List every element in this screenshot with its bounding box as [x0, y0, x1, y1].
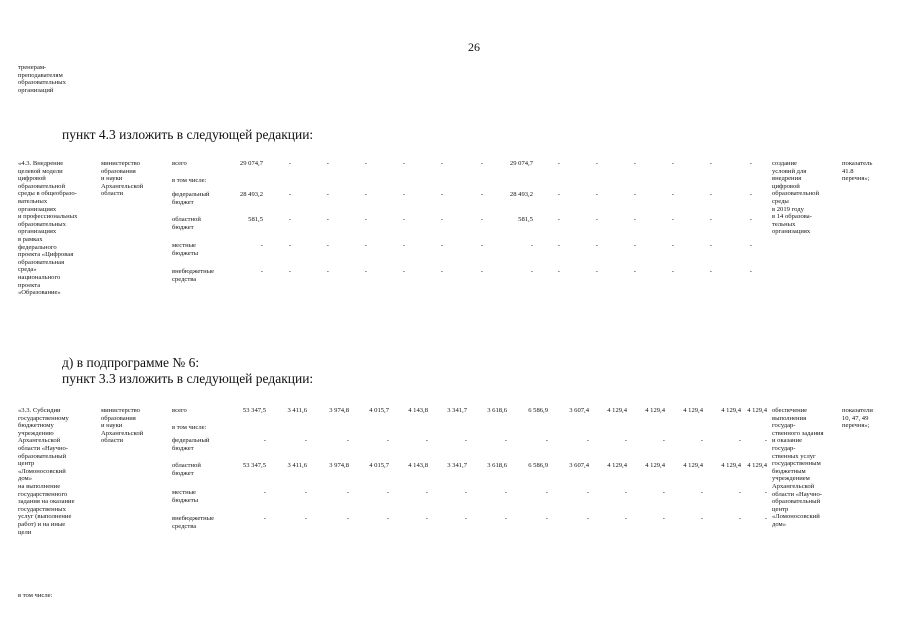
measure-name-line: и профессиональных — [18, 213, 78, 221]
top-fragment — [18, 64, 66, 94]
amount-cell: 4 129,4 — [607, 407, 627, 414]
amount-cell: - — [263, 437, 266, 444]
amount-cell: 3 618,6 — [487, 462, 507, 469]
funding-source-line: внебюджетные — [172, 515, 215, 522]
amount-cell: - — [402, 216, 405, 223]
amount-cell: 581,5 — [248, 216, 263, 223]
indicator-line: перечня»; — [842, 422, 870, 430]
executor-line: области — [101, 437, 124, 445]
amount-cell: - — [440, 242, 443, 249]
funding-source-line: областной — [172, 216, 201, 223]
amount-cell: - — [440, 216, 443, 223]
funding-source — [172, 437, 209, 452]
funding-source — [172, 160, 187, 168]
amount-cell: - — [480, 160, 483, 167]
indicator-line: 10, 47, 49 — [842, 414, 869, 422]
measure-name-line: государственного — [18, 490, 68, 498]
amount-cell: - — [288, 242, 291, 249]
measure-name-line: цифровой — [18, 175, 46, 183]
funding-source — [172, 424, 206, 432]
amount-cell: - — [700, 515, 703, 522]
amount-cell: - — [364, 242, 367, 249]
amount-cell: 6 586,9 — [528, 407, 548, 414]
amount-cell: 4 129,4 — [683, 407, 703, 414]
amount-cell: - — [671, 160, 674, 167]
executor-line: и науки — [101, 175, 123, 183]
measure-name-line: проекта «Цифровая — [18, 251, 74, 259]
amount-cell: - — [749, 242, 752, 249]
amount-cell: - — [662, 437, 665, 444]
amount-cell: - — [595, 268, 598, 275]
funding-source-line: в том числе: — [172, 177, 207, 184]
fragment-line: организаций — [18, 86, 54, 94]
result-line: в 2019 году — [772, 205, 804, 213]
amount-cell: - — [346, 515, 349, 522]
result-line: тельных — [772, 220, 796, 228]
amount-cell: - — [480, 268, 483, 275]
amount-cell: - — [464, 437, 467, 444]
amount-cell: 3 411,6 — [287, 462, 307, 469]
amount-cell: - — [480, 191, 483, 198]
amount-cell: - — [464, 489, 467, 496]
measure-name-line: «Образование» — [18, 289, 61, 297]
amount-cell: - — [263, 489, 266, 496]
indicator-line: перечня»; — [842, 175, 870, 183]
indicator-line: показатель — [842, 160, 873, 167]
result-line: государ- — [772, 422, 796, 430]
measure-name-line: образовательных — [18, 220, 66, 228]
heading-item-3-3: пункт 3.3 изложить в следующей редакции: — [62, 371, 314, 386]
funding-source-line: в том числе: — [172, 424, 207, 431]
executor-line: министерство — [101, 160, 140, 167]
executor-line: области — [101, 190, 124, 198]
result-line: выполнения — [772, 414, 807, 422]
amount-cell: - — [557, 160, 560, 167]
amount-cell: - — [304, 515, 307, 522]
amount-cell: 4 129,4 — [645, 462, 665, 469]
amount-cell: - — [595, 216, 598, 223]
measure-name-line: области «Научно- — [18, 444, 68, 452]
amount-cell: - — [586, 489, 589, 496]
expected-result — [772, 407, 824, 529]
amount-cell: 29 074,7 — [509, 160, 533, 167]
executor-line: образования — [101, 414, 136, 422]
result-line: обеспечение — [772, 407, 808, 414]
amount-cell: - — [326, 268, 329, 275]
funding-source-line: бюджет — [172, 223, 194, 231]
amount-cell: 3 618,6 — [487, 407, 507, 414]
amount-cell: - — [595, 242, 598, 249]
amount-cell: - — [402, 268, 405, 275]
amount-cell: - — [624, 489, 627, 496]
amount-cell: 28 493,2 — [239, 191, 263, 198]
measure-name-line: организациях — [18, 228, 57, 236]
amount-cell: 4 129,4 — [747, 407, 767, 414]
amount-cell: - — [633, 216, 636, 223]
amount-cell: 3 341,7 — [447, 407, 467, 414]
funding-source — [172, 462, 201, 477]
heading-item-4-3: пункт 4.3 изложить в следующей редакции: — [62, 127, 314, 142]
amount-cell: - — [304, 489, 307, 496]
measure-name-line: Архангельской — [18, 437, 61, 445]
funding-source — [172, 515, 214, 530]
funding-source — [172, 242, 198, 257]
measure-name-line: работ) и на иные — [18, 520, 66, 528]
result-line: образовательной — [772, 190, 819, 198]
amount-cell: - — [709, 191, 712, 198]
amount-cell: - — [386, 489, 389, 496]
measure-name-line: центр — [18, 460, 35, 468]
amount-cell: - — [586, 515, 589, 522]
amount-cell: - — [288, 160, 291, 167]
amount-cell: - — [364, 268, 367, 275]
funding-source-line: бюджеты — [172, 249, 199, 257]
executor-line: Архангельской — [101, 429, 144, 437]
footer-note: в том числе: — [18, 592, 53, 599]
heading-subprogram-6: д) в подпрограмме № 6: — [62, 355, 200, 370]
amount-cell: - — [671, 268, 674, 275]
amount-cell: - — [425, 437, 428, 444]
amount-cell: - — [557, 242, 560, 249]
amount-cell: - — [326, 216, 329, 223]
amount-cell: 3 341,7 — [447, 462, 467, 469]
funding-source-line: бюджет — [172, 469, 194, 477]
amount-cell: 6 586,9 — [528, 462, 548, 469]
result-line: и оказание — [772, 437, 803, 445]
amount-cell: - — [633, 160, 636, 167]
amount-cell: 3 607,4 — [569, 462, 589, 469]
amount-cell: - — [480, 216, 483, 223]
fragment-line: преподавателям — [18, 71, 63, 79]
measure-name-line: цели — [18, 528, 32, 536]
amount-cell: - — [288, 216, 291, 223]
funding-source-line: местные — [172, 489, 196, 496]
amount-cell: - — [700, 437, 703, 444]
result-line: государственным — [772, 460, 821, 468]
funding-source-line: средства — [172, 522, 197, 530]
amount-cell: 4 129,4 — [645, 407, 665, 414]
amount-cell: - — [288, 191, 291, 198]
result-line: дом» — [772, 520, 786, 528]
amount-cell: 4 015,7 — [369, 407, 389, 414]
result-line: ственного задания — [772, 429, 824, 437]
amount-cell: - — [386, 515, 389, 522]
measure-name-line: вательных — [18, 197, 48, 205]
amount-cell: - — [288, 268, 291, 275]
measure-name-line: среда» — [18, 266, 37, 274]
amount-cell: - — [440, 160, 443, 167]
measure-name-line: государственному — [18, 414, 69, 422]
amount-cell: - — [671, 191, 674, 198]
amount-cell: - — [386, 437, 389, 444]
result-line: среды — [772, 197, 789, 205]
amount-cell: - — [557, 216, 560, 223]
executor-line: и науки — [101, 422, 123, 430]
measure-name-line: образовательный — [18, 452, 67, 460]
amount-cell: - — [557, 268, 560, 275]
result-line: Архангельской — [772, 482, 815, 490]
fragment-line: образовательных — [18, 79, 66, 87]
measure-name-line: организациях — [18, 205, 57, 213]
result-line: цифровой — [772, 182, 800, 190]
funding-source — [172, 407, 187, 415]
amount-cell: 581,5 — [518, 216, 533, 223]
measure-name-line: дом» — [18, 475, 32, 483]
result-line: области «Научно- — [772, 490, 822, 498]
amount-cell: - — [633, 191, 636, 198]
amount-cell: 53 347,5 — [242, 407, 266, 414]
funding-source-line: внебюджетные — [172, 268, 215, 275]
amount-cell: 4 143,8 — [408, 407, 428, 414]
indicator-line: показатели — [842, 407, 873, 414]
executor-line: Архангельской — [101, 182, 144, 190]
measure-name-line: целевой модели — [18, 167, 63, 175]
result-line: бюджетным — [772, 467, 806, 475]
amount-cell: - — [662, 515, 665, 522]
indicator-line: 41.8 — [842, 167, 854, 175]
amount-cell: - — [709, 242, 712, 249]
amount-cell: 29 074,7 — [239, 160, 263, 167]
amount-cell: - — [402, 191, 405, 198]
measure-name-line: среды в общеобразо- — [18, 190, 77, 198]
amount-cell: - — [402, 160, 405, 167]
amount-cell: - — [545, 515, 548, 522]
amount-cell: - — [425, 515, 428, 522]
measure-name-line: задания на оказание — [18, 498, 75, 506]
result-line: учреждением — [772, 475, 810, 483]
funding-source-line: всего — [172, 160, 187, 167]
amount-cell: 4 129,4 — [607, 462, 627, 469]
amount-cell: 4 015,7 — [369, 462, 389, 469]
amount-cell: - — [263, 515, 266, 522]
amount-cell: - — [364, 216, 367, 223]
measure-name — [18, 160, 77, 297]
amount-cell: - — [504, 437, 507, 444]
executor-line: образования — [101, 167, 136, 175]
amount-cell: - — [530, 242, 533, 249]
amount-cell: 4 129,4 — [721, 407, 741, 414]
fragment-line: тренерам- — [18, 64, 47, 71]
measure-name-line: «4.3. Внедрение — [18, 160, 64, 167]
measure-name-line: бюджетному — [18, 422, 54, 430]
amount-cell: - — [260, 242, 263, 249]
measure-name-line: учреждению — [18, 429, 54, 437]
amount-cell: - — [633, 242, 636, 249]
amount-cell: - — [624, 437, 627, 444]
measure-name-line: федерального — [18, 243, 57, 251]
executor — [101, 407, 143, 445]
measure-name-line: государственных — [18, 505, 66, 513]
amount-cell: - — [440, 268, 443, 275]
funding-source-line: бюджет — [172, 444, 194, 452]
funding-source-line: бюджет — [172, 198, 194, 206]
amount-cell: 3 607,4 — [569, 407, 589, 414]
measure-name-line: образовательной — [18, 182, 65, 190]
amount-cell: - — [764, 515, 767, 522]
result-line: «Ломоносовский — [772, 513, 820, 521]
amount-cell: - — [738, 437, 741, 444]
result-line: центр — [772, 505, 789, 513]
expected-result — [772, 160, 819, 236]
amount-cell: - — [749, 268, 752, 275]
amount-cell: - — [709, 216, 712, 223]
result-line: образовательный — [772, 498, 821, 506]
amount-cell: - — [346, 437, 349, 444]
amount-cell: - — [402, 242, 405, 249]
amount-cell: - — [749, 191, 752, 198]
amount-cell: - — [764, 437, 767, 444]
amount-cell: - — [260, 268, 263, 275]
amount-cell: - — [764, 489, 767, 496]
measure-name-line: в рамках — [18, 235, 43, 243]
indicator — [842, 160, 872, 183]
measure-name-line: образовательная — [18, 258, 65, 266]
amount-cell: - — [545, 489, 548, 496]
result-line: создание — [772, 160, 797, 167]
amount-cell: - — [671, 216, 674, 223]
amount-cell: - — [326, 191, 329, 198]
amount-cell: - — [425, 489, 428, 496]
funding-source-line: областной — [172, 462, 201, 469]
amount-cell: - — [709, 268, 712, 275]
result-line: условий для — [772, 167, 807, 175]
amount-cell: - — [364, 191, 367, 198]
result-line: внедрения — [772, 175, 802, 183]
amount-cell: - — [304, 437, 307, 444]
amount-cell: 4 129,4 — [721, 462, 741, 469]
amount-cell: - — [595, 160, 598, 167]
measure-name-line: «3.3. Субсидии — [18, 407, 61, 414]
amount-cell: - — [557, 191, 560, 198]
amount-cell: - — [545, 437, 548, 444]
amount-cell: - — [504, 515, 507, 522]
amount-cell: - — [504, 489, 507, 496]
amount-cell: 3 974,8 — [329, 407, 349, 414]
amount-cell: - — [326, 160, 329, 167]
amount-cell: - — [738, 515, 741, 522]
measure-name-line: национального — [18, 273, 61, 281]
funding-source-line: федеральный — [172, 437, 210, 444]
result-line: государ- — [772, 444, 796, 452]
amount-cell: - — [738, 489, 741, 496]
executor — [101, 160, 143, 198]
funding-source — [172, 216, 201, 231]
amount-cell: 4 129,4 — [747, 462, 767, 469]
funding-source — [172, 268, 214, 283]
amount-cell: - — [749, 216, 752, 223]
indicator — [842, 407, 873, 430]
measure-name-line: услуг (выполнение — [18, 513, 72, 521]
amount-cell: - — [364, 160, 367, 167]
result-line: ственных услуг — [772, 452, 816, 460]
amount-cell: - — [464, 515, 467, 522]
amount-cell: 3 974,8 — [329, 462, 349, 469]
executor-line: министерство — [101, 407, 140, 414]
funding-source-line: местные — [172, 242, 196, 249]
amount-cell: 53 347,5 — [242, 462, 266, 469]
amount-cell: 28 493,2 — [509, 191, 533, 198]
measure-name — [18, 407, 75, 536]
amount-cell: - — [480, 242, 483, 249]
amount-cell: - — [440, 191, 443, 198]
amount-cell: 3 411,6 — [287, 407, 307, 414]
amount-cell: - — [709, 160, 712, 167]
amount-cell: - — [326, 242, 329, 249]
measure-name-line: проекта — [18, 281, 41, 289]
amount-cell: - — [530, 268, 533, 275]
funding-source-line: средства — [172, 275, 197, 283]
amount-cell: - — [633, 268, 636, 275]
result-line: организациях — [772, 228, 811, 236]
amount-cell: - — [586, 437, 589, 444]
funding-source-line: бюджеты — [172, 496, 199, 504]
funding-source-line: всего — [172, 407, 187, 414]
amount-cell: - — [749, 160, 752, 167]
amount-cell: - — [624, 515, 627, 522]
funding-source — [172, 191, 209, 206]
page-number: 26 — [468, 40, 480, 54]
funding-source — [172, 177, 206, 185]
amount-cell: - — [346, 489, 349, 496]
amount-cell: - — [662, 489, 665, 496]
funding-source-line: федеральный — [172, 191, 210, 198]
measure-name-line: на выполнение — [18, 482, 61, 490]
amount-cell: - — [595, 191, 598, 198]
amount-cell: - — [700, 489, 703, 496]
amount-cell: 4 129,4 — [683, 462, 703, 469]
result-line: в 14 образова- — [772, 213, 812, 221]
amount-cell: 4 143,8 — [408, 462, 428, 469]
amount-cell: - — [671, 242, 674, 249]
funding-source — [172, 489, 198, 504]
measure-name-line: «Ломоносовский — [18, 467, 66, 475]
